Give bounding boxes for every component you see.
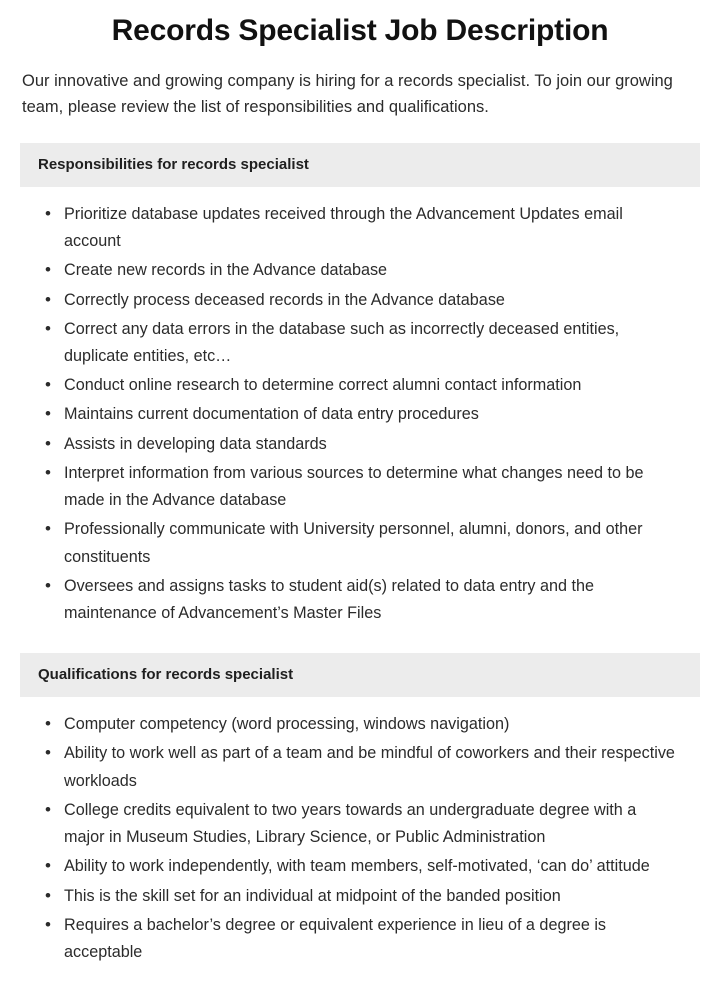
list-item: • Create new records in the Advance database bbox=[64, 257, 700, 284]
qualifications-section bbox=[20, 653, 700, 966]
list-item: • Oversees and assigns tasks to student aid(s) related to data entry and the maintenance of Advancement’s Master Files bbox=[64, 573, 700, 627]
list-item: • Computer competency (word processing, windows navigation) bbox=[64, 711, 700, 738]
intro-paragraph: Our innovative and growing company is hiring for a records specialist. To join our growing team, please review the list of responsibilities and qualifications. bbox=[22, 71, 673, 117]
responsibilities-section bbox=[20, 143, 700, 627]
list-item: • Ability to work independently, with team members, self-motivated, ‘can do’ attitude bbox=[64, 853, 700, 880]
list-item: • Interpret information from various sources to determine what changes need to be made in the Advance database bbox=[64, 460, 700, 514]
list-item: • Professionally communicate with University personnel, alumni, donors, and other constituents bbox=[64, 516, 700, 570]
list-item: • College credits equivalent to two years towards an undergraduate degree with a major in Museum Studies, Library Science, or Public Administration bbox=[64, 797, 700, 851]
list-item: • Requires a bachelor’s degree or equivalent experience in lieu of a degree is acceptable bbox=[64, 912, 700, 966]
qualifications-header: Qualifications for records specialist bbox=[20, 653, 700, 697]
bottom-spacer bbox=[20, 968, 700, 986]
qualifications-list bbox=[20, 697, 700, 966]
list-item: • Maintains current documentation of data entry procedures bbox=[64, 401, 700, 428]
list-item: • This is the skill set for an individual at midpoint of the banded position bbox=[64, 883, 700, 910]
responsibilities-list bbox=[20, 187, 700, 627]
list-item: • Correctly process deceased records in the Advance database bbox=[64, 287, 700, 314]
list-item: • Prioritize database updates received through the Advancement Updates email account bbox=[64, 201, 700, 255]
list-item: • Assists in developing data standards bbox=[64, 431, 700, 458]
page-title: Records Specialist Job Description bbox=[111, 14, 609, 47]
list-item: • Conduct online research to determine correct alumni contact information bbox=[64, 372, 700, 399]
responsibilities-header: Responsibilities for records specialist bbox=[20, 143, 700, 187]
document-page bbox=[0, 6, 720, 986]
list-item: • Ability to work well as part of a team and be mindful of coworkers and their respective workloads bbox=[64, 740, 700, 794]
list-item: • Correct any data errors in the database such as incorrectly deceased entities, duplicate entities, etc… bbox=[64, 316, 700, 370]
